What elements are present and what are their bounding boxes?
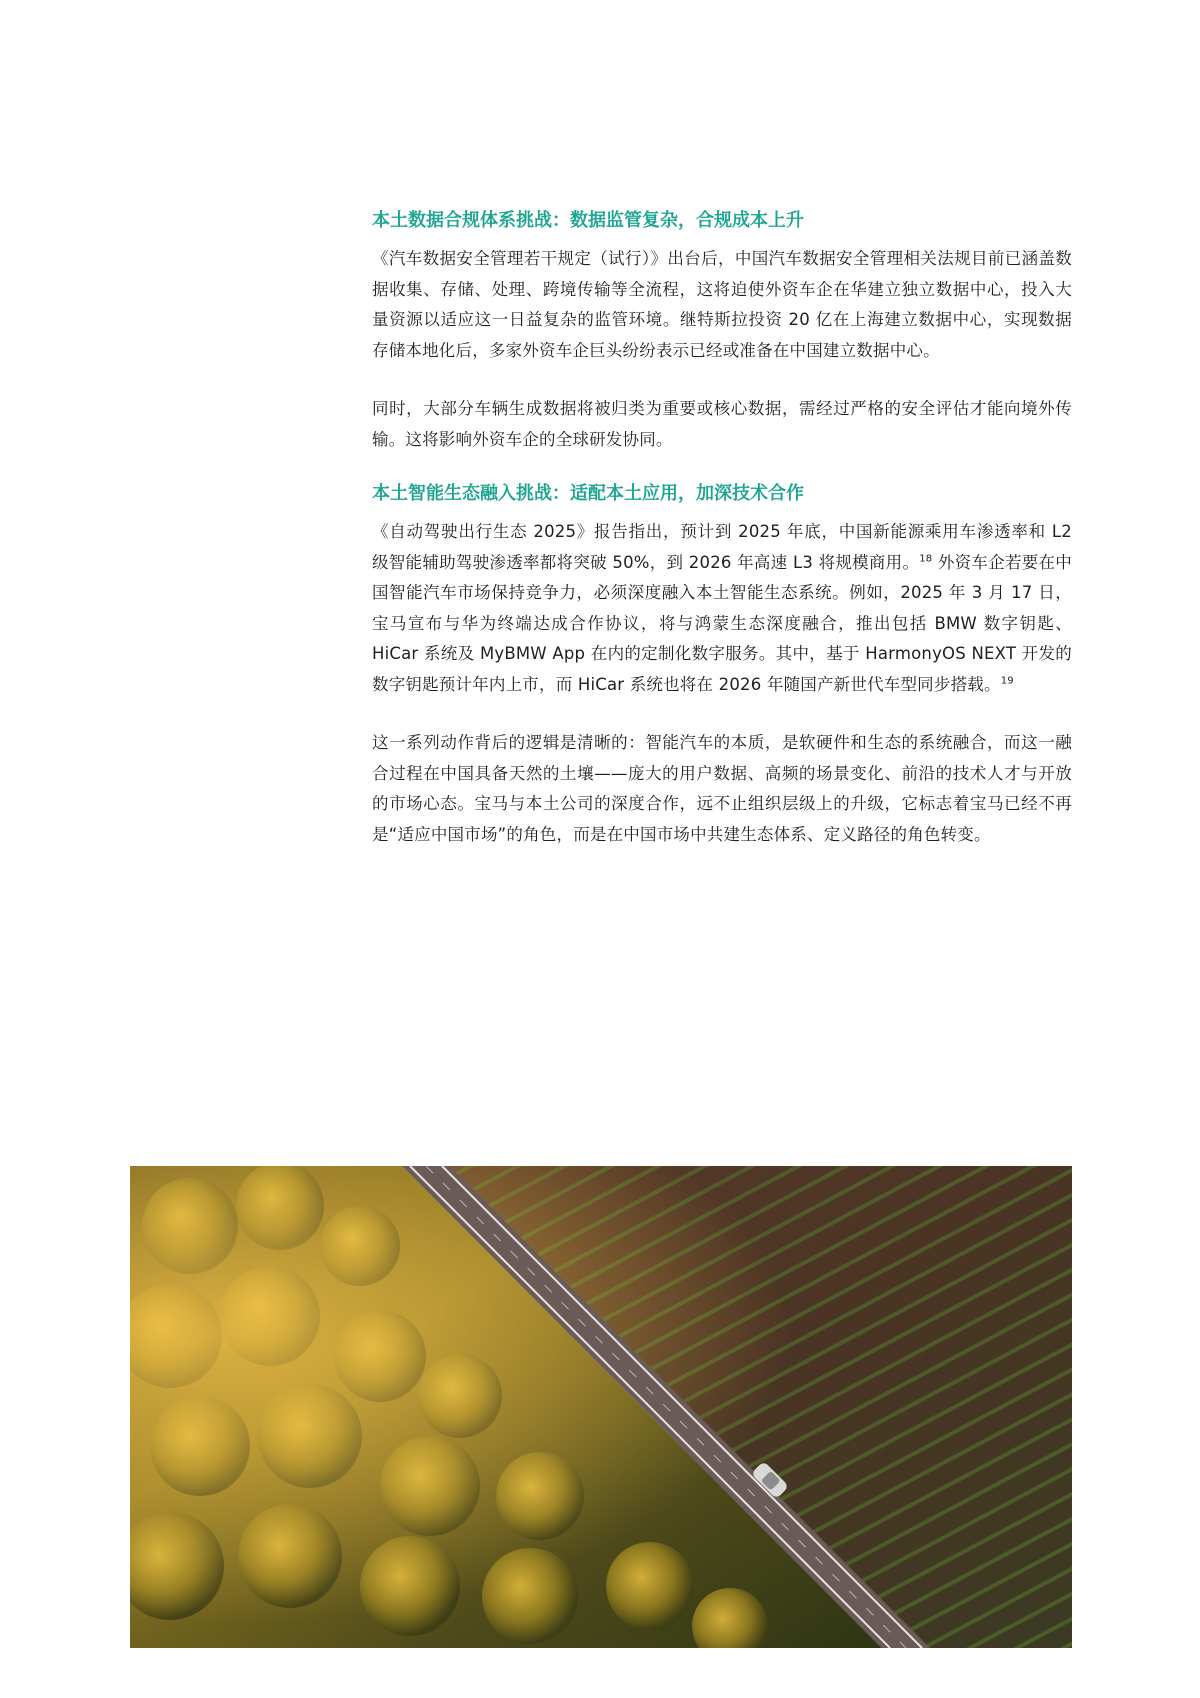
aerial-road-photo bbox=[130, 1166, 1072, 1648]
article-column bbox=[372, 206, 1072, 850]
paragraph-ecosystem-report bbox=[372, 517, 1072, 700]
section-heading-data-compliance: 本土数据合规体系挑战：数据监管复杂，合规成本上升 bbox=[372, 210, 804, 231]
section-heading-ecosystem: 本土智能生态融入挑战：适配本土应用，加深技术合作 bbox=[372, 483, 804, 504]
paragraph-logic: 这一系列动作背后的逻辑是清晰的：智能汽车的本质，是软硬件和生态的系统融合，而这一融合过程在中国具备天然的土壤——庞大的用户数据、高频的场景变化、前沿的技术人才与开放的市场心态。宝马与本土公司的深度合作，远不止组织层级上的升级，它标志着宝马已经不再是“适应中国市场”的角色，而是在中国市场中共建生态体系、定义路径的角色转变。 bbox=[372, 733, 1072, 844]
paragraph-text-b: 外资车企若要在中国智能汽车市场保持竞争力，必须深度融入本土智能生态系统。例如，2025 年 3 月 17 日，宝马宣布与华为终端达成合作协议，将与鸿蒙生态深度融合，推出包括 BMW 数字钥匙、HiCar 系统及 MyBMW App 在内的定制化数字服务。其中，基于 HarmonyOS NEXT 开发的数字钥匙预计年内上市，而 HiCar 系统也将在 2026 年随国产新世代车型同步搭载。 bbox=[372, 552, 1072, 694]
paragraph-data-export: 同时，大部分车辆生成数据将被归类为重要或核心数据，需经过严格的安全评估才能向境外传输。这将影响外资车企的全球研发协同。 bbox=[372, 399, 1072, 449]
footnote-marker-19[interactable]: 19 bbox=[1000, 675, 1014, 686]
paragraph-data-regulation: 《汽车数据安全管理若干规定（试行）》出台后，中国汽车数据安全管理相关法规目前已涵盖数据收集、存储、处理、跨境传输等全流程，这将迫使外资车企在华建立独立数据中心，投入大量资源以适应这一日益复杂的监管环境。继特斯拉投资 20 亿在上海建立数据中心，实现数据存储本地化后，多家外资车企巨头纷纷表示已经或准备在中国建立数据中心。 bbox=[372, 249, 1072, 360]
footnote-marker-18[interactable]: 18 bbox=[919, 553, 933, 564]
paragraph-text-a: 《自动驾驶出行生态 2025》报告指出，预计到 2025 年底，中国新能源乘用车渗透率和 L2 级智能辅助驾驶渗透率都将突破 50%，到 2026 年高速 L3 将规模商用。 bbox=[372, 522, 1072, 572]
